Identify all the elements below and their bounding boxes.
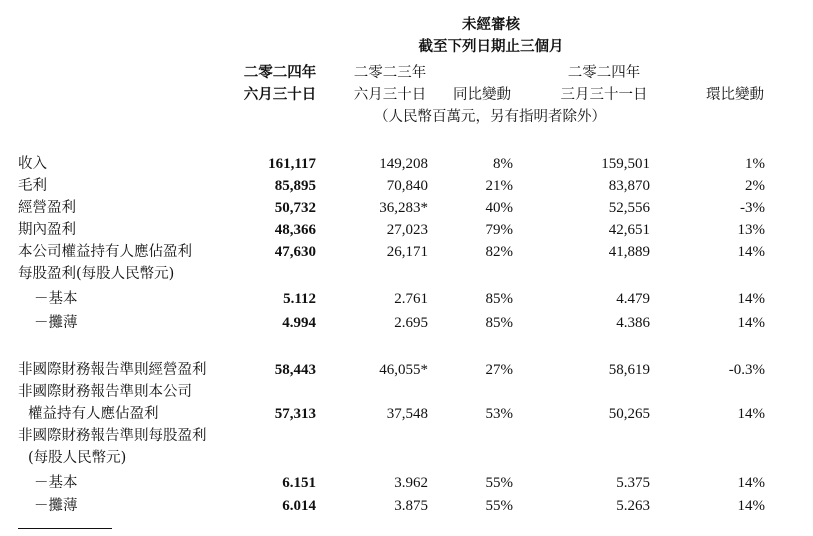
value-2024q2: 48,366 <box>274 222 316 238</box>
row-label: 權益持有人應佔盈利 <box>28 406 159 422</box>
value-yoy: 53% <box>485 406 513 422</box>
value-2024q2: 161,117 <box>268 156 316 172</box>
value-2023q2: 3.962 <box>394 475 428 491</box>
value-2023q2: 2.761 <box>394 291 428 307</box>
row-label: －基本 <box>34 291 78 307</box>
value-qoq: -3% <box>740 200 765 216</box>
value-2024q1: 52,556 <box>608 200 650 216</box>
value-qoq: -0.3% <box>728 362 765 378</box>
row-label: 毛利 <box>18 178 47 194</box>
value-2024q2: 5.112 <box>283 291 316 307</box>
row-label: 收入 <box>18 156 47 172</box>
value-qoq: 14% <box>737 291 765 307</box>
value-2024q1: 83,870 <box>608 178 650 194</box>
value-2023q2: 70,840 <box>386 178 428 194</box>
value-yoy: 82% <box>485 244 513 260</box>
row-label: (每股人民幣元) <box>28 450 127 466</box>
value-2023q2: 3.875 <box>394 498 428 514</box>
value-2023q2: 46,055* <box>379 362 428 378</box>
row-label: 期內盈利 <box>18 222 76 238</box>
col-2024q2-header-line1: 二零二四年 <box>243 64 317 81</box>
value-2023q2: 27,023 <box>386 222 428 238</box>
row-label: －基本 <box>34 475 78 491</box>
value-yoy: 27% <box>485 362 513 378</box>
col-2023q2-header-line2: 六月三十日 <box>353 87 427 103</box>
value-yoy: 55% <box>485 498 513 514</box>
value-2023q2: 37,548 <box>386 406 428 422</box>
value-2024q1: 5.375 <box>616 475 650 491</box>
col-2023q2-header-line1: 二零二三年 <box>353 65 427 81</box>
value-2024q1: 42,651 <box>608 222 650 238</box>
value-2024q2: 58,443 <box>274 362 316 378</box>
value-yoy: 40% <box>485 200 513 216</box>
value-qoq: 14% <box>737 406 765 422</box>
value-2024q1: 50,265 <box>608 406 650 422</box>
value-qoq: 14% <box>737 475 765 491</box>
value-qoq: 2% <box>745 178 765 194</box>
value-qoq: 14% <box>737 315 765 331</box>
value-2023q2: 26,171 <box>386 244 428 260</box>
value-2023q2: 149,208 <box>379 156 428 172</box>
value-2024q1: 159,501 <box>601 156 650 172</box>
value-yoy: 8% <box>493 156 513 172</box>
value-yoy: 55% <box>485 475 513 491</box>
value-yoy: 85% <box>485 291 513 307</box>
value-yoy: 85% <box>485 315 513 331</box>
value-qoq: 1% <box>745 156 765 172</box>
value-2024q2: 6.014 <box>282 498 316 514</box>
header-period: 截至下列日期止三個月 <box>418 38 564 55</box>
col-2024q1-header-line1: 二零二四年 <box>567 65 641 81</box>
row-label: 非國際財務報告準則每股盈利 <box>18 428 207 444</box>
col-2024q1-header-line2: 三月三十一日 <box>560 87 648 103</box>
header-unaudited: 未經審核 <box>462 16 520 33</box>
value-yoy: 21% <box>485 178 513 194</box>
value-2024q1: 41,889 <box>608 244 650 260</box>
row-label: 非國際財務報告準則本公司 <box>18 384 192 400</box>
value-2024q2: 47,630 <box>274 244 316 260</box>
footnote-rule <box>18 528 112 529</box>
value-2024q1: 4.386 <box>616 315 650 331</box>
value-qoq: 13% <box>737 222 765 238</box>
row-label: 每股盈利(每股人民幣元) <box>18 266 175 282</box>
value-2024q1: 58,619 <box>608 362 650 378</box>
value-qoq: 14% <box>737 244 765 260</box>
value-2023q2: 36,283* <box>379 200 428 216</box>
row-label: －攤薄 <box>34 498 78 514</box>
value-2024q1: 4.479 <box>616 291 650 307</box>
row-label: 非國際財務報告準則經營盈利 <box>18 362 207 378</box>
value-qoq: 14% <box>737 498 765 514</box>
units-note: （人民幣百萬元，另有指明者除外） <box>374 109 606 125</box>
row-label: 本公司權益持有人應佔盈利 <box>18 244 192 260</box>
value-2024q2: 57,313 <box>274 406 316 422</box>
value-2024q2: 6.151 <box>282 475 316 491</box>
value-2024q2: 4.994 <box>282 315 316 331</box>
value-yoy: 79% <box>485 222 513 238</box>
col-yoy-header: 同比變動 <box>453 87 511 103</box>
row-label: 經營盈利 <box>18 200 76 216</box>
value-2023q2: 2.695 <box>394 315 428 331</box>
row-label: －攤薄 <box>34 315 78 331</box>
value-2024q2: 85,895 <box>274 178 316 194</box>
col-2024q2-header-line2: 六月三十日 <box>243 86 317 103</box>
col-qoq-header: 環比變動 <box>706 87 764 103</box>
value-2024q1: 5.263 <box>616 498 650 514</box>
value-2024q2: 50,732 <box>274 200 316 216</box>
